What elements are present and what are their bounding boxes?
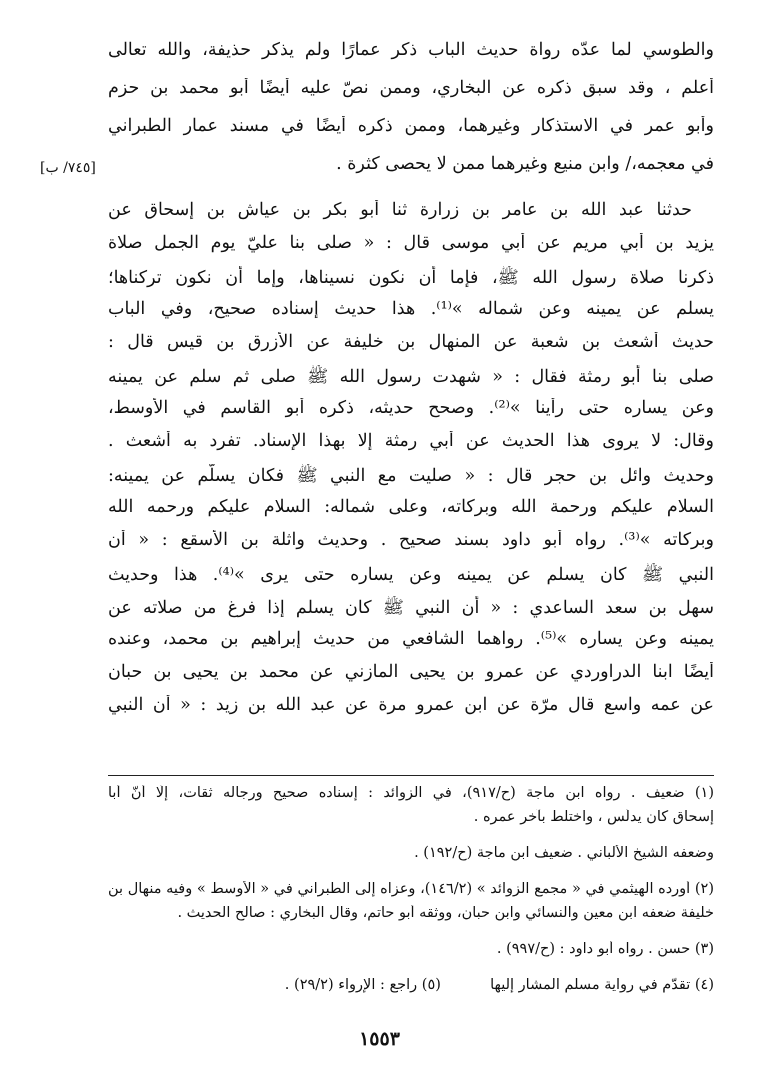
- text-line: يمينه وعن يساره »⁽⁵⁾. رواهما الشافعي من حديث إبراهيم بن محمد، وعنده: [108, 629, 714, 649]
- footnote-2-line-1: (٢) أورده الهيثمي في « مجمع الزوائد » (١٤٦/٢)، وعزاه إلى الطبراني في « الأوسط » وفيه منهال بن: [108, 881, 714, 897]
- text-line: صلى بنا أبو رمثة فقال : « شهدت رسول الله ﷺ صلى ثم سلم عن يمينه: [108, 367, 714, 387]
- text-line: السلام عليكم ورحمة الله وبركاته، وعلى شماله: السلام عليكم ورحمه الله: [108, 497, 714, 517]
- text-line: يسلم عن يمينه وعن شماله »⁽¹⁾. هذا حديث إسناده صحيح، وفي الباب: [108, 299, 714, 319]
- footnote-3: (٣) حسن . رواه أبو داود : (ح/٩٩٧) .: [496, 941, 714, 957]
- footnote-1-line-2: إسحاق كان يدلّس ، واختلط بآخر عمره .: [473, 809, 714, 825]
- text-line: أيضًا ابنا الدراوردي عن عمرو بن يحيى المازني عن محمد بن يحيى بن حبان: [108, 662, 714, 682]
- text-line: أعلم ، وقد سبق ذكره عن البخاري، وممن نصّ عليه أيضًا أبو محمد بن حزم: [108, 78, 714, 98]
- text-line: حديث أشعث بن شعبة عن المنهال بن خليفة عن الأزرق بن قيس قال :: [108, 332, 714, 352]
- text-line: النبي ﷺ كان يسلم عن يمينه وعن يساره حتى يرى »⁽⁴⁾. هذا وحديث: [108, 565, 714, 585]
- footnote-separator: [108, 775, 714, 776]
- main-paragraph-2: [108, 200, 714, 770]
- footnote-1-line-1: (١) ضعيف . رواه ابن ماجة (ح/٩١٧)، في الزوائد : إسناده صحيح ورجاله ثقات، إلّا أنّ أبا: [108, 785, 714, 801]
- text-line: وحديث وائل بن حجر قال : « صليت مع النبي ﷺ فكان يسلّم عن يمينه:: [108, 466, 714, 486]
- text-line: وقال: لا يروى هذا الحديث عن أبي رمثة إلا بهذا الإسناد. تفرد به أشعث .: [108, 431, 714, 451]
- main-paragraph-1: [108, 40, 714, 190]
- footnotes-4-5-row: [108, 977, 714, 993]
- text-line: سهل بن سعد الساعدي : « أن النبي ﷺ كان يسلم إذا فرغ من صلاته عن: [108, 598, 714, 618]
- text-line: وبركاته »⁽³⁾. رواه أبو داود بسند صحيح . وحديث واثلة بن الأسقع : « أن: [108, 530, 714, 550]
- text-line: والطوسي لما عدّه رواة حديث الباب ذكر عمارًا ولم يذكر حذيفة، والله تعالى: [108, 40, 714, 60]
- text-line: ذكرنا صلاة رسول الله ﷺ، فإما أن نكون نسيناها، وإما أن نكون تركناها؛: [108, 268, 714, 288]
- text-line: عن عمه واسع قال مرّة عن ابن عمرو مرة عن عبد الله بن زيد : « أن النبي: [108, 695, 714, 715]
- footnote-2-line-2: خليفة ضعفه ابن معين والنسائي وابن حبان، ووثقه أبو حاتم، وقال البخاري : صالح الحديث .: [177, 905, 714, 921]
- margin-manuscript-reference: [٧٤٥/ ب]: [40, 160, 96, 176]
- page-number: ١٥٥٣: [359, 1028, 400, 1050]
- footnotes: [108, 785, 714, 1010]
- text-line: في معجمه،/ وابن منيع وغيرهما ممن لا يحصى كثرة .: [336, 154, 714, 174]
- footnote-5: (٥) راجع : الإرواء (٢٩/٢) .: [284, 977, 441, 993]
- text-line: وأبو عمر في الاستذكار وغيرهما، وممن ذكره أيضًا في مسند عمار الطبراني: [108, 116, 714, 136]
- text-line: يزيد بن أبي مريم عن أبي موسى قال : « صلى بنا عليّ يوم الجمل صلاة: [108, 233, 714, 253]
- footnote-4: (٤) تقدّم في رواية مسلم المشار إليها: [490, 977, 714, 993]
- text-line: وعن يساره حتى رأينا »⁽²⁾. وصحح حديثه، ذكره أبو القاسم في الأوسط،: [108, 398, 714, 418]
- text-line: حدثنا عبد الله بن عامر بن زرارة ثنا أبو بكر بن عياش بن إسحاق عن: [108, 200, 692, 220]
- footnote-1-line-3: وضعفه الشيخ الألباني . ضعيف ابن ماجة (ح/١٩٢) .: [414, 845, 714, 861]
